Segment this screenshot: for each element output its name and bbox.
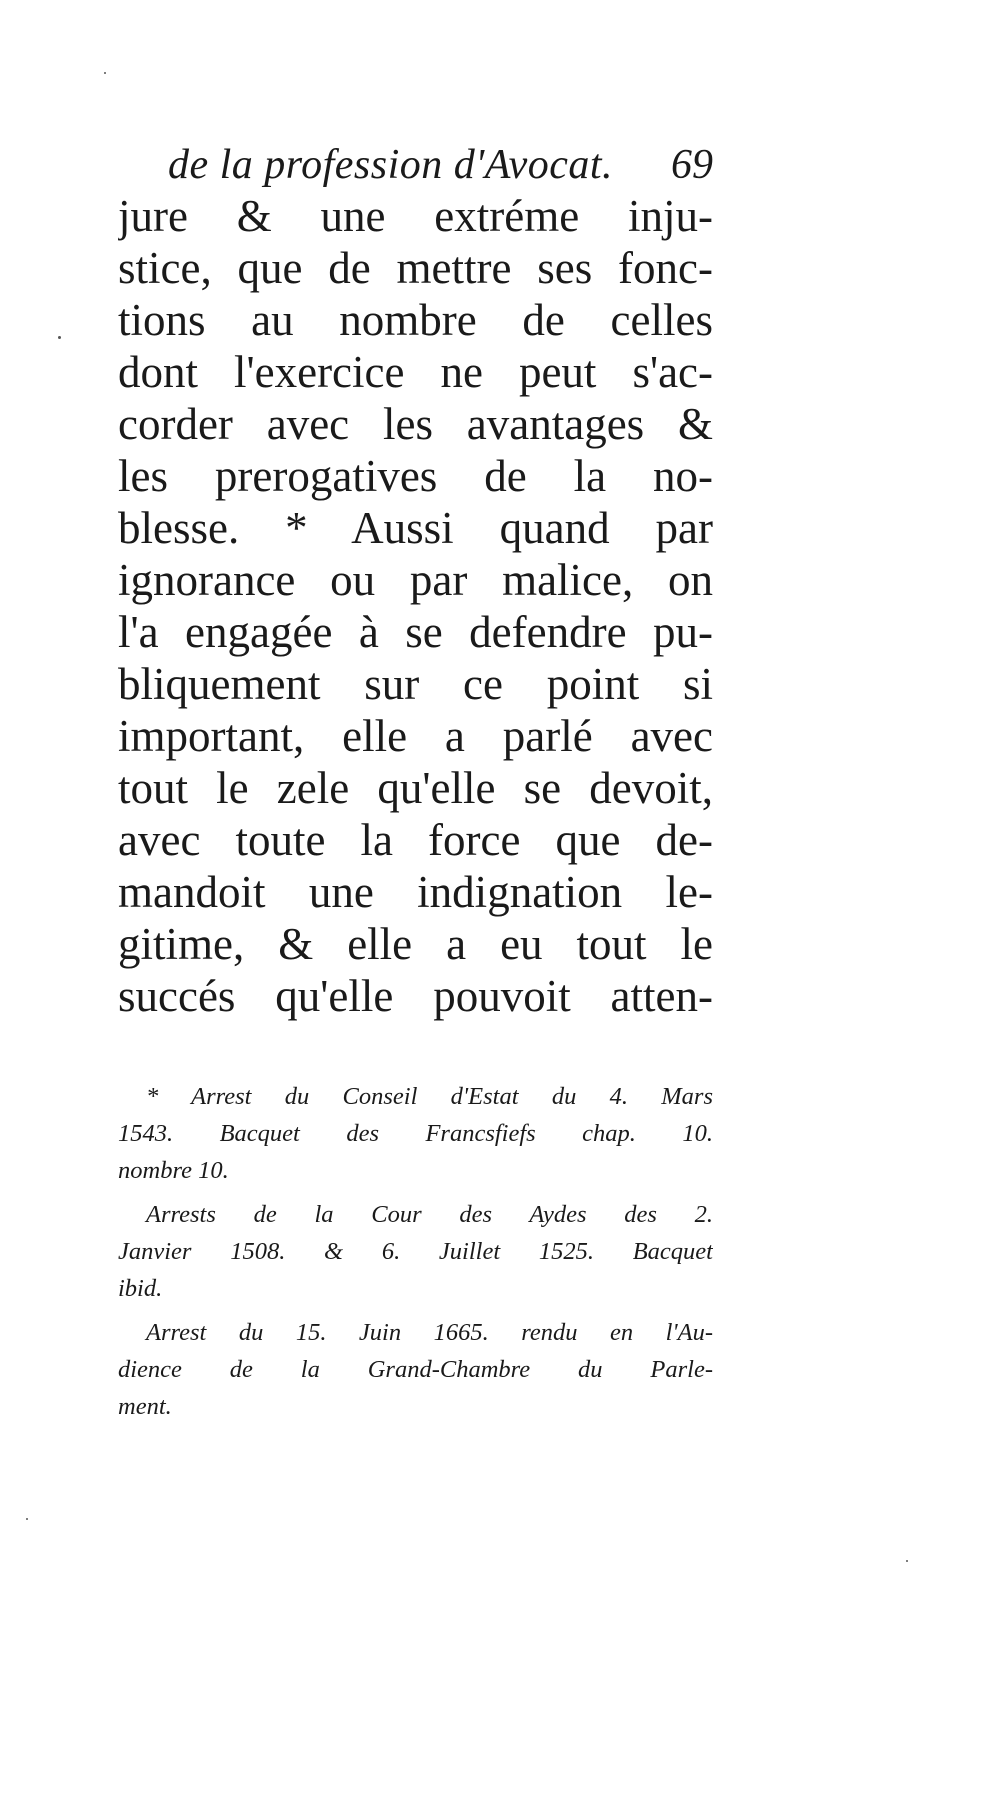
print-speck xyxy=(906,1560,908,1562)
body-line: succés qu'elle pouvoit atten- xyxy=(118,971,713,1021)
body-line: les prerogatives de la no- xyxy=(118,451,713,501)
footnote-line: ment. xyxy=(118,1393,172,1420)
footnote-line: Arrests de la Cour des Aydes des 2. xyxy=(146,1201,713,1228)
footnote-line: nombre 10. xyxy=(118,1157,229,1184)
footnote-line: Arrest du 15. Juin 1665. rendu en l'Au- xyxy=(146,1319,713,1346)
print-speck xyxy=(26,1518,28,1520)
print-speck xyxy=(58,336,61,339)
body-line: l'a engagée à se defendre pu- xyxy=(118,607,713,657)
footnote-line: dience de la Grand-Chambre du Parle- xyxy=(118,1356,713,1383)
body-line: stice, que de mettre ses fonc- xyxy=(118,243,713,293)
footnotes xyxy=(118,1078,713,1432)
footnote-line: Janvier 1508. & 6. Juillet 1525. Bacquet xyxy=(118,1238,713,1265)
body-line: ignorance ou par malice, on xyxy=(118,555,713,605)
running-title: de la profession d'Avocat. xyxy=(168,142,614,188)
body-line: mandoit une indignation le- xyxy=(118,867,713,917)
body-line: gitime, & elle a eu tout le xyxy=(118,919,713,969)
footnote xyxy=(118,1078,713,1189)
footnote-line: ibid. xyxy=(118,1275,163,1302)
footnote-line: * Arrest du Conseil d'Estat du 4. Mars xyxy=(146,1083,713,1110)
print-speck xyxy=(104,72,106,74)
running-head xyxy=(168,140,713,190)
body-line: tout le zele qu'elle se devoit, xyxy=(118,763,713,813)
body-line: avec toute la force que de- xyxy=(118,815,713,865)
footnote-line: 1543. Bacquet des Francsfiefs chap. 10. xyxy=(118,1120,713,1147)
body-text xyxy=(118,190,713,1022)
body-line: dont l'exercice ne peut s'ac- xyxy=(118,347,713,397)
body-line: jure & une extréme inju- xyxy=(118,191,713,241)
body-line: blesse. * Aussi quand par xyxy=(118,503,713,553)
body-line: corder avec les avantages & xyxy=(118,399,713,449)
body-line: tions au nombre de celles xyxy=(118,295,713,345)
footnote xyxy=(118,1196,713,1307)
footnote xyxy=(118,1314,713,1425)
body-line: important, elle a parlé avec xyxy=(118,711,713,761)
page-number: 69 xyxy=(671,142,713,188)
body-line: bliquement sur ce point si xyxy=(118,659,713,709)
